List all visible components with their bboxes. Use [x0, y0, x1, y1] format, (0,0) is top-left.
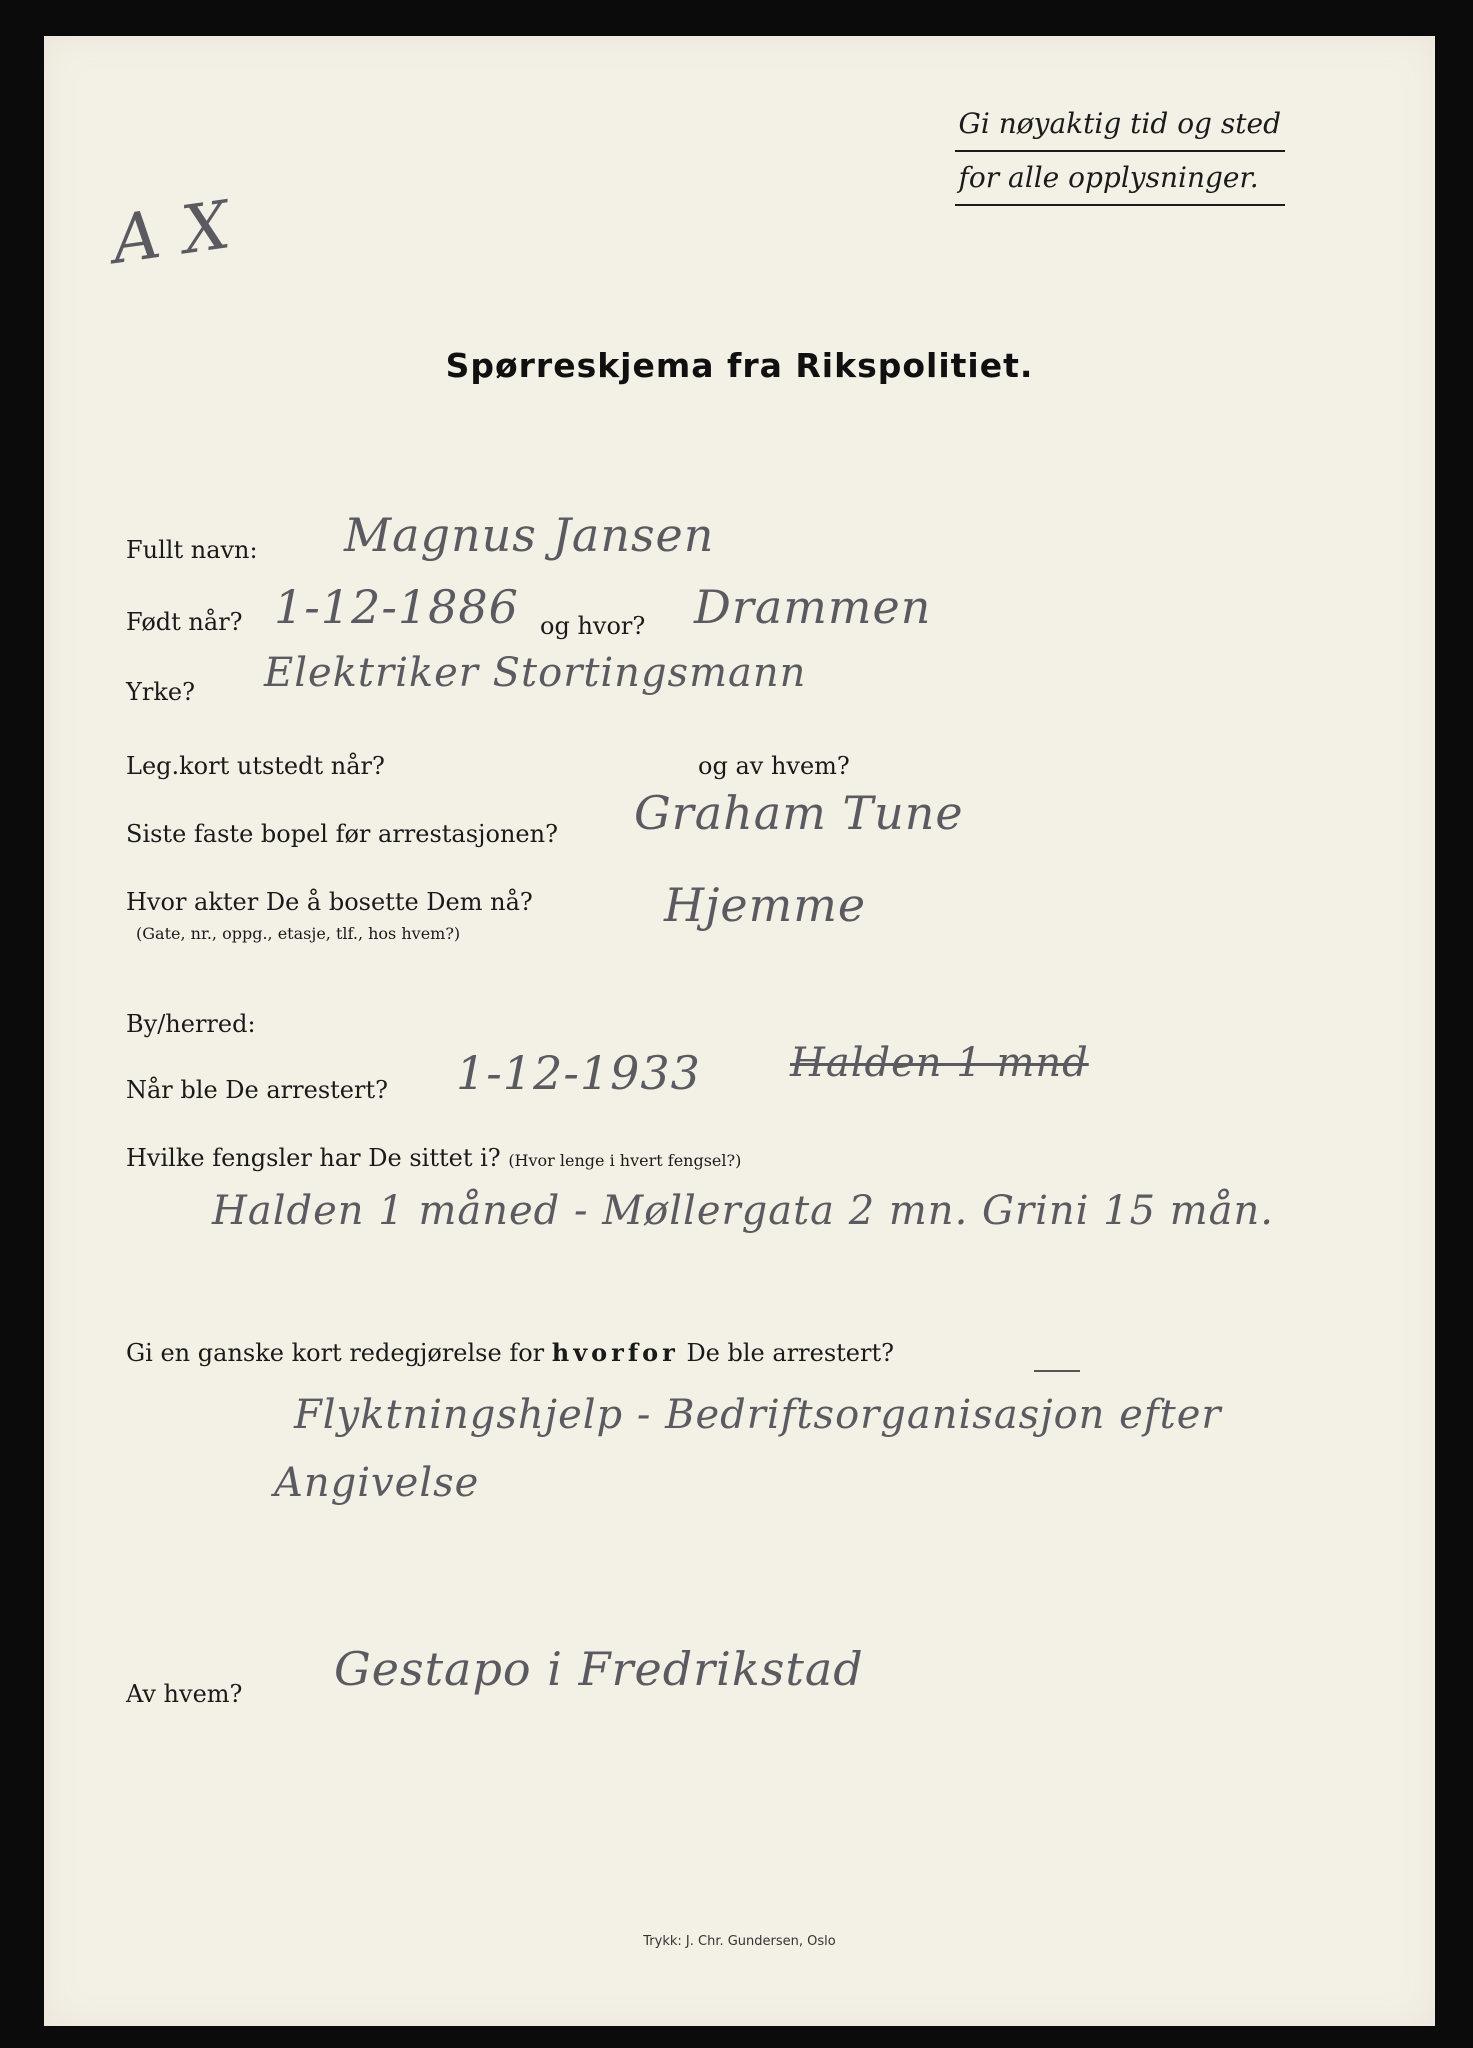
born-where-label: og hvor?: [540, 612, 646, 640]
notice-line-1: Gi nøyaktig tid og sted: [955, 98, 1285, 152]
reason-label-pre: Gi en ganske kort redegjørelse for: [126, 1339, 545, 1367]
reason-line-1: Flyktningshjelp - Bedriftsorganisasjon efter: [294, 1392, 1222, 1438]
future-residence-sublabel: (Gate, nr., oppg., etasje, tlf., hos hvem?): [136, 924, 461, 943]
reason-label: [126, 1338, 894, 1367]
occupation-value: Elektriker Stortingsmann: [264, 650, 807, 696]
future-residence-label: Hvor akter De å bosette Dem nå?: [126, 888, 533, 916]
prisons-sublabel: (Hvor lenge i hvert fengsel?): [508, 1151, 742, 1170]
reason-label-post: De ble arrestert?: [686, 1339, 894, 1367]
reason-label-emph: hvorfor: [551, 1338, 679, 1367]
handwritten-initials: A X: [107, 186, 236, 279]
id-card-issued-label: Leg.kort utstedt når?: [126, 752, 385, 780]
arrested-by-label: Av hvem?: [126, 1680, 243, 1708]
questionnaire-sheet: [44, 36, 1435, 2026]
printer-imprint: Trykk: J. Chr. Gundersen, Oslo: [643, 1934, 836, 1949]
future-residence-value: Hjemme: [664, 878, 867, 932]
last-residence-label: Siste faste bopel før arrestasjonen?: [126, 820, 558, 848]
arrest-struck-text: Halden 1 mnd: [790, 1040, 1089, 1086]
instruction-notice: [955, 98, 1285, 206]
full-name-label: Fullt navn:: [126, 536, 258, 564]
town-municipality-label: By/herred:: [126, 1010, 256, 1038]
full-name-value: Magnus Jansen: [344, 508, 715, 562]
arrest-date-value: 1-12-1933: [456, 1046, 701, 1100]
id-card-issuer-label: og av hvem?: [698, 752, 850, 780]
prisons-label: [126, 1144, 741, 1172]
prisons-value: Halden 1 måned - Møllergata 2 mn. Grini 15 mån.: [212, 1188, 1274, 1234]
occupation-label: Yrke?: [126, 678, 195, 706]
born-when-value: 1-12-1886: [274, 580, 519, 634]
reason-dash: [1034, 1370, 1080, 1372]
last-residence-value: Graham Tune: [634, 786, 964, 840]
prisons-label-text: Hvilke fengsler har De sittet i?: [126, 1144, 501, 1172]
arrested-by-value: Gestapo i Fredrikstad: [334, 1642, 864, 1696]
notice-line-2: for alle opplysninger.: [955, 152, 1285, 206]
reason-line-2: Angivelse: [274, 1460, 480, 1506]
arrest-date-label: Når ble De arrestert?: [126, 1076, 388, 1104]
form-title: Spørreskjema fra Rikspolitiet.: [445, 346, 1034, 385]
born-where-value: Drammen: [694, 580, 932, 634]
born-when-label: Født når?: [126, 608, 243, 636]
